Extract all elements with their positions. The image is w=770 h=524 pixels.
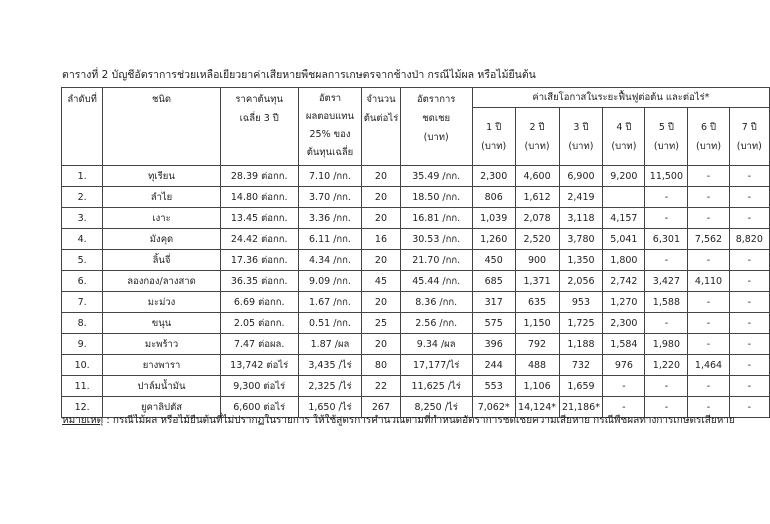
cell-year-5: - bbox=[645, 208, 688, 229]
cell-cost: 6.69 ต่อกก. bbox=[220, 292, 298, 313]
cell-count: 20 bbox=[362, 334, 400, 355]
cell-compensation: 8.36 /กก. bbox=[400, 292, 472, 313]
cell-year-5: 1,588 bbox=[645, 292, 688, 313]
cell-type: มะพร้าว bbox=[103, 334, 220, 355]
cell-return-rate: 6.11 /กก. bbox=[298, 229, 362, 250]
cell-year-1: 450 bbox=[472, 250, 515, 271]
cell-year-2: 2,520 bbox=[515, 229, 559, 250]
cell-count: 16 bbox=[362, 229, 400, 250]
header-year-2: 2 ปี (บาท) bbox=[515, 108, 559, 166]
header-year-6: 6 ปี (บาท) bbox=[688, 108, 729, 166]
cell-year-2: 2,078 bbox=[515, 208, 559, 229]
cell-year-3: 953 bbox=[559, 292, 603, 313]
cell-return-rate: 0.51 /กก. bbox=[298, 313, 362, 334]
cell-order: 4. bbox=[62, 229, 103, 250]
cell-return-rate: 1.67 /กก. bbox=[298, 292, 362, 313]
cell-compensation: 16.81 /กก. bbox=[400, 208, 472, 229]
cell-type: เงาะ bbox=[103, 208, 220, 229]
cell-return-rate: 1.87 /ผล bbox=[298, 334, 362, 355]
cell-type: ลำไย bbox=[103, 187, 220, 208]
cell-compensation: 21.70 /กก. bbox=[400, 250, 472, 271]
cell-cost: 17.36 ต่อกก. bbox=[220, 250, 298, 271]
footnote-label: หมายเหตุ bbox=[62, 415, 104, 426]
table-row bbox=[62, 208, 770, 229]
cell-return-rate: 3.36 /กก. bbox=[298, 208, 362, 229]
cell-year-7: - bbox=[729, 334, 769, 355]
cell-year-2: 635 bbox=[515, 292, 559, 313]
header-year-5: 5 ปี (บาท) bbox=[645, 108, 688, 166]
cell-year-6: - bbox=[688, 187, 729, 208]
cell-order: 11. bbox=[62, 376, 103, 397]
cell-type: มะม่วง bbox=[103, 292, 220, 313]
cell-year-2: 1,106 bbox=[515, 376, 559, 397]
cell-compensation: 9.34 /ผล bbox=[400, 334, 472, 355]
cell-year-6: - bbox=[688, 313, 729, 334]
cell-year-3: 1,659 bbox=[559, 376, 603, 397]
header-year-7: 7 ปี (บาท) bbox=[729, 108, 769, 166]
table-row bbox=[62, 166, 770, 187]
cell-year-4: 1,584 bbox=[603, 334, 645, 355]
cell-year-6: - bbox=[688, 166, 729, 187]
cell-year-4: 976 bbox=[603, 355, 645, 376]
header-year-4: 4 ปี (บาท) bbox=[603, 108, 645, 166]
cell-year-1: 317 bbox=[472, 292, 515, 313]
cell-year-4: 2,742 bbox=[603, 271, 645, 292]
cell-compensation: 11,625 /ไร่ bbox=[400, 376, 472, 397]
cell-year-7: 8,820 bbox=[729, 229, 769, 250]
cell-compensation: 45.44 /กก. bbox=[400, 271, 472, 292]
header-return-rate: อัตรา ผลตอบแทน 25% ของ ต้นทุนเฉลี่ย bbox=[298, 88, 362, 166]
cell-order: 5. bbox=[62, 250, 103, 271]
cell-order: 6. bbox=[62, 271, 103, 292]
cell-year-2: 1,150 bbox=[515, 313, 559, 334]
cell-year-1: 2,300 bbox=[472, 166, 515, 187]
table-row bbox=[62, 313, 770, 334]
cell-year-2: 792 bbox=[515, 334, 559, 355]
cell-year-2: 14,124* bbox=[515, 397, 559, 418]
cell-year-5: - bbox=[645, 250, 688, 271]
table-row bbox=[62, 229, 770, 250]
cell-year-7: - bbox=[729, 313, 769, 334]
cell-year-7: - bbox=[729, 271, 769, 292]
header-compensation: อัตราการ ชดเชย (บาท) bbox=[400, 88, 472, 166]
cell-year-3: 732 bbox=[559, 355, 603, 376]
cell-order: 7. bbox=[62, 292, 103, 313]
cell-year-4: - bbox=[603, 376, 645, 397]
cell-cost: 13.45 ต่อกก. bbox=[220, 208, 298, 229]
cell-year-6: - bbox=[688, 334, 729, 355]
cell-year-7: - bbox=[729, 250, 769, 271]
cell-year-5: - bbox=[645, 313, 688, 334]
cell-count: 20 bbox=[362, 187, 400, 208]
cell-type: ยูคาลิปตัส bbox=[103, 397, 220, 418]
cell-return-rate: 3.70 /กก. bbox=[298, 187, 362, 208]
cell-order: 8. bbox=[62, 313, 103, 334]
cell-year-3: 1,725 bbox=[559, 313, 603, 334]
cell-year-7: - bbox=[729, 292, 769, 313]
cell-year-4: 1,800 bbox=[603, 250, 645, 271]
cell-year-7: - bbox=[729, 397, 769, 418]
cell-year-2: 488 bbox=[515, 355, 559, 376]
cell-year-6: - bbox=[688, 376, 729, 397]
cell-year-5: 6,301 bbox=[645, 229, 688, 250]
cell-year-1: 1,260 bbox=[472, 229, 515, 250]
header-cost: ราคาต้นทุน เฉลี่ย 3 ปี bbox=[220, 88, 298, 166]
cell-cost: 7.47 ต่อผล. bbox=[220, 334, 298, 355]
table-row bbox=[62, 334, 770, 355]
cell-year-7: - bbox=[729, 166, 769, 187]
cell-compensation: 30.53 /กก. bbox=[400, 229, 472, 250]
cell-order: 10. bbox=[62, 355, 103, 376]
cell-return-rate: 7.10 /กก. bbox=[298, 166, 362, 187]
cell-type: ลิ้นจี่ bbox=[103, 250, 220, 271]
header-year-3: 3 ปี (บาท) bbox=[559, 108, 603, 166]
cell-year-1: 553 bbox=[472, 376, 515, 397]
cell-return-rate: 3,435 /ไร่ bbox=[298, 355, 362, 376]
cell-count: 20 bbox=[362, 250, 400, 271]
cell-year-1: 7,062* bbox=[472, 397, 515, 418]
cell-compensation: 35.49 /กก. bbox=[400, 166, 472, 187]
table-caption: ตารางที่ 2 บัญชีอัตราการช่วยเหลือเยียวยาค่าเสียหายพืชผลการเกษตรจากช้างป่า กรณีไม้ผล หรือไม้ยืนต้น bbox=[62, 69, 536, 81]
cell-year-5: 11,500 bbox=[645, 166, 688, 187]
header-count: จำนวน ต้นต่อไร่ bbox=[362, 88, 400, 166]
cell-year-6: - bbox=[688, 250, 729, 271]
cell-type: ยางพารา bbox=[103, 355, 220, 376]
cell-year-5: - bbox=[645, 397, 688, 418]
cell-cost: 2.05 ต่อกก. bbox=[220, 313, 298, 334]
cell-year-3: 1,188 bbox=[559, 334, 603, 355]
cell-year-5: 3,427 bbox=[645, 271, 688, 292]
cell-year-2: 4,600 bbox=[515, 166, 559, 187]
cell-compensation: 18.50 /กก. bbox=[400, 187, 472, 208]
cell-count: 20 bbox=[362, 166, 400, 187]
cell-return-rate: 4.34 /กก. bbox=[298, 250, 362, 271]
cell-cost: 24.42 ต่อกก. bbox=[220, 229, 298, 250]
cell-cost: 13,742 ต่อไร่ bbox=[220, 355, 298, 376]
cell-year-1: 685 bbox=[472, 271, 515, 292]
cell-year-2: 1,612 bbox=[515, 187, 559, 208]
cell-year-7: - bbox=[729, 187, 769, 208]
cell-cost: 28.39 ต่อกก. bbox=[220, 166, 298, 187]
cell-count: 22 bbox=[362, 376, 400, 397]
cell-year-2: 1,371 bbox=[515, 271, 559, 292]
footnote-text: : กรณีไม้ผล หรือไม้ยืนต้นที่ไม่ปรากฏในรายการ ให้ใช้สูตรการคำนวณตามที่กำหนดอัตราการชดเชยความเสียหาย กรณีพืชผลทางการเกษตรเสียหาย bbox=[103, 415, 735, 426]
cell-year-1: 806 bbox=[472, 187, 515, 208]
cell-year-1: 244 bbox=[472, 355, 515, 376]
table-row bbox=[62, 292, 770, 313]
cell-year-4: 2,300 bbox=[603, 313, 645, 334]
cell-count: 20 bbox=[362, 292, 400, 313]
cell-year-3: 3,118 bbox=[559, 208, 603, 229]
cell-year-4: - bbox=[603, 397, 645, 418]
cell-return-rate: 1,650 /ไร่ bbox=[298, 397, 362, 418]
cell-year-1: 1,039 bbox=[472, 208, 515, 229]
cell-year-5: - bbox=[645, 187, 688, 208]
header-order: ลำดับที่ bbox=[62, 88, 103, 166]
cell-year-4 bbox=[603, 187, 645, 208]
cell-year-6: - bbox=[688, 208, 729, 229]
cell-cost: 14.80 ต่อกก. bbox=[220, 187, 298, 208]
cell-order: 3. bbox=[62, 208, 103, 229]
cell-count: 20 bbox=[362, 208, 400, 229]
table-row bbox=[62, 187, 770, 208]
cell-count: 267 bbox=[362, 397, 400, 418]
header-type: ชนิด bbox=[103, 88, 220, 166]
cell-type: ขนุน bbox=[103, 313, 220, 334]
table-row bbox=[62, 250, 770, 271]
cell-year-6: - bbox=[688, 397, 729, 418]
cell-return-rate: 2,325 /ไร่ bbox=[298, 376, 362, 397]
cell-compensation: 8,250 /ไร่ bbox=[400, 397, 472, 418]
cell-year-7: - bbox=[729, 376, 769, 397]
cell-year-5: 1,980 bbox=[645, 334, 688, 355]
cell-year-5: 1,220 bbox=[645, 355, 688, 376]
cell-year-7: - bbox=[729, 355, 769, 376]
cell-year-4: 1,270 bbox=[603, 292, 645, 313]
cell-year-6: 7,562 bbox=[688, 229, 729, 250]
cell-year-4: 5,041 bbox=[603, 229, 645, 250]
cell-return-rate: 9.09 /กก. bbox=[298, 271, 362, 292]
cell-cost: 6,600 ต่อไร่ bbox=[220, 397, 298, 418]
cell-type: ทุเรียน bbox=[103, 166, 220, 187]
cell-order: 1. bbox=[62, 166, 103, 187]
cell-count: 45 bbox=[362, 271, 400, 292]
cell-order: 12. bbox=[62, 397, 103, 418]
cell-order: 2. bbox=[62, 187, 103, 208]
footnote bbox=[62, 413, 735, 428]
cell-order: 9. bbox=[62, 334, 103, 355]
cell-type: ปาล์มน้ำมัน bbox=[103, 376, 220, 397]
cell-count: 25 bbox=[362, 313, 400, 334]
header-opportunity-loss: ค่าเสียโอกาสในระยะฟื้นฟูต่อต้น และต่อไร่* bbox=[472, 88, 769, 108]
cell-year-7: - bbox=[729, 208, 769, 229]
cell-type: ลองกอง/ลางสาด bbox=[103, 271, 220, 292]
cell-year-1: 575 bbox=[472, 313, 515, 334]
cell-compensation: 17,177/ไร่ bbox=[400, 355, 472, 376]
table-row bbox=[62, 271, 770, 292]
cell-year-6: 4,110 bbox=[688, 271, 729, 292]
cell-cost: 9,300 ต่อไร่ bbox=[220, 376, 298, 397]
cell-year-3: 1,350 bbox=[559, 250, 603, 271]
cell-year-3: 2,056 bbox=[559, 271, 603, 292]
cell-count: 80 bbox=[362, 355, 400, 376]
header-year-1: 1 ปี (บาท) bbox=[472, 108, 515, 166]
cell-year-3: 6,900 bbox=[559, 166, 603, 187]
cell-cost: 36.35 ต่อกก. bbox=[220, 271, 298, 292]
cell-compensation: 2.56 /กก. bbox=[400, 313, 472, 334]
table-row bbox=[62, 355, 770, 376]
cell-year-4: 4,157 bbox=[603, 208, 645, 229]
compensation-table bbox=[61, 87, 770, 418]
cell-year-4: 9,200 bbox=[603, 166, 645, 187]
cell-year-1: 396 bbox=[472, 334, 515, 355]
cell-year-5: - bbox=[645, 376, 688, 397]
cell-year-2: 900 bbox=[515, 250, 559, 271]
cell-type: มังคุด bbox=[103, 229, 220, 250]
cell-year-6: 1,464 bbox=[688, 355, 729, 376]
table-row bbox=[62, 376, 770, 397]
cell-year-3: 2,419 bbox=[559, 187, 603, 208]
cell-year-6: - bbox=[688, 292, 729, 313]
cell-year-3: 3,780 bbox=[559, 229, 603, 250]
cell-year-3: 21,186* bbox=[559, 397, 603, 418]
